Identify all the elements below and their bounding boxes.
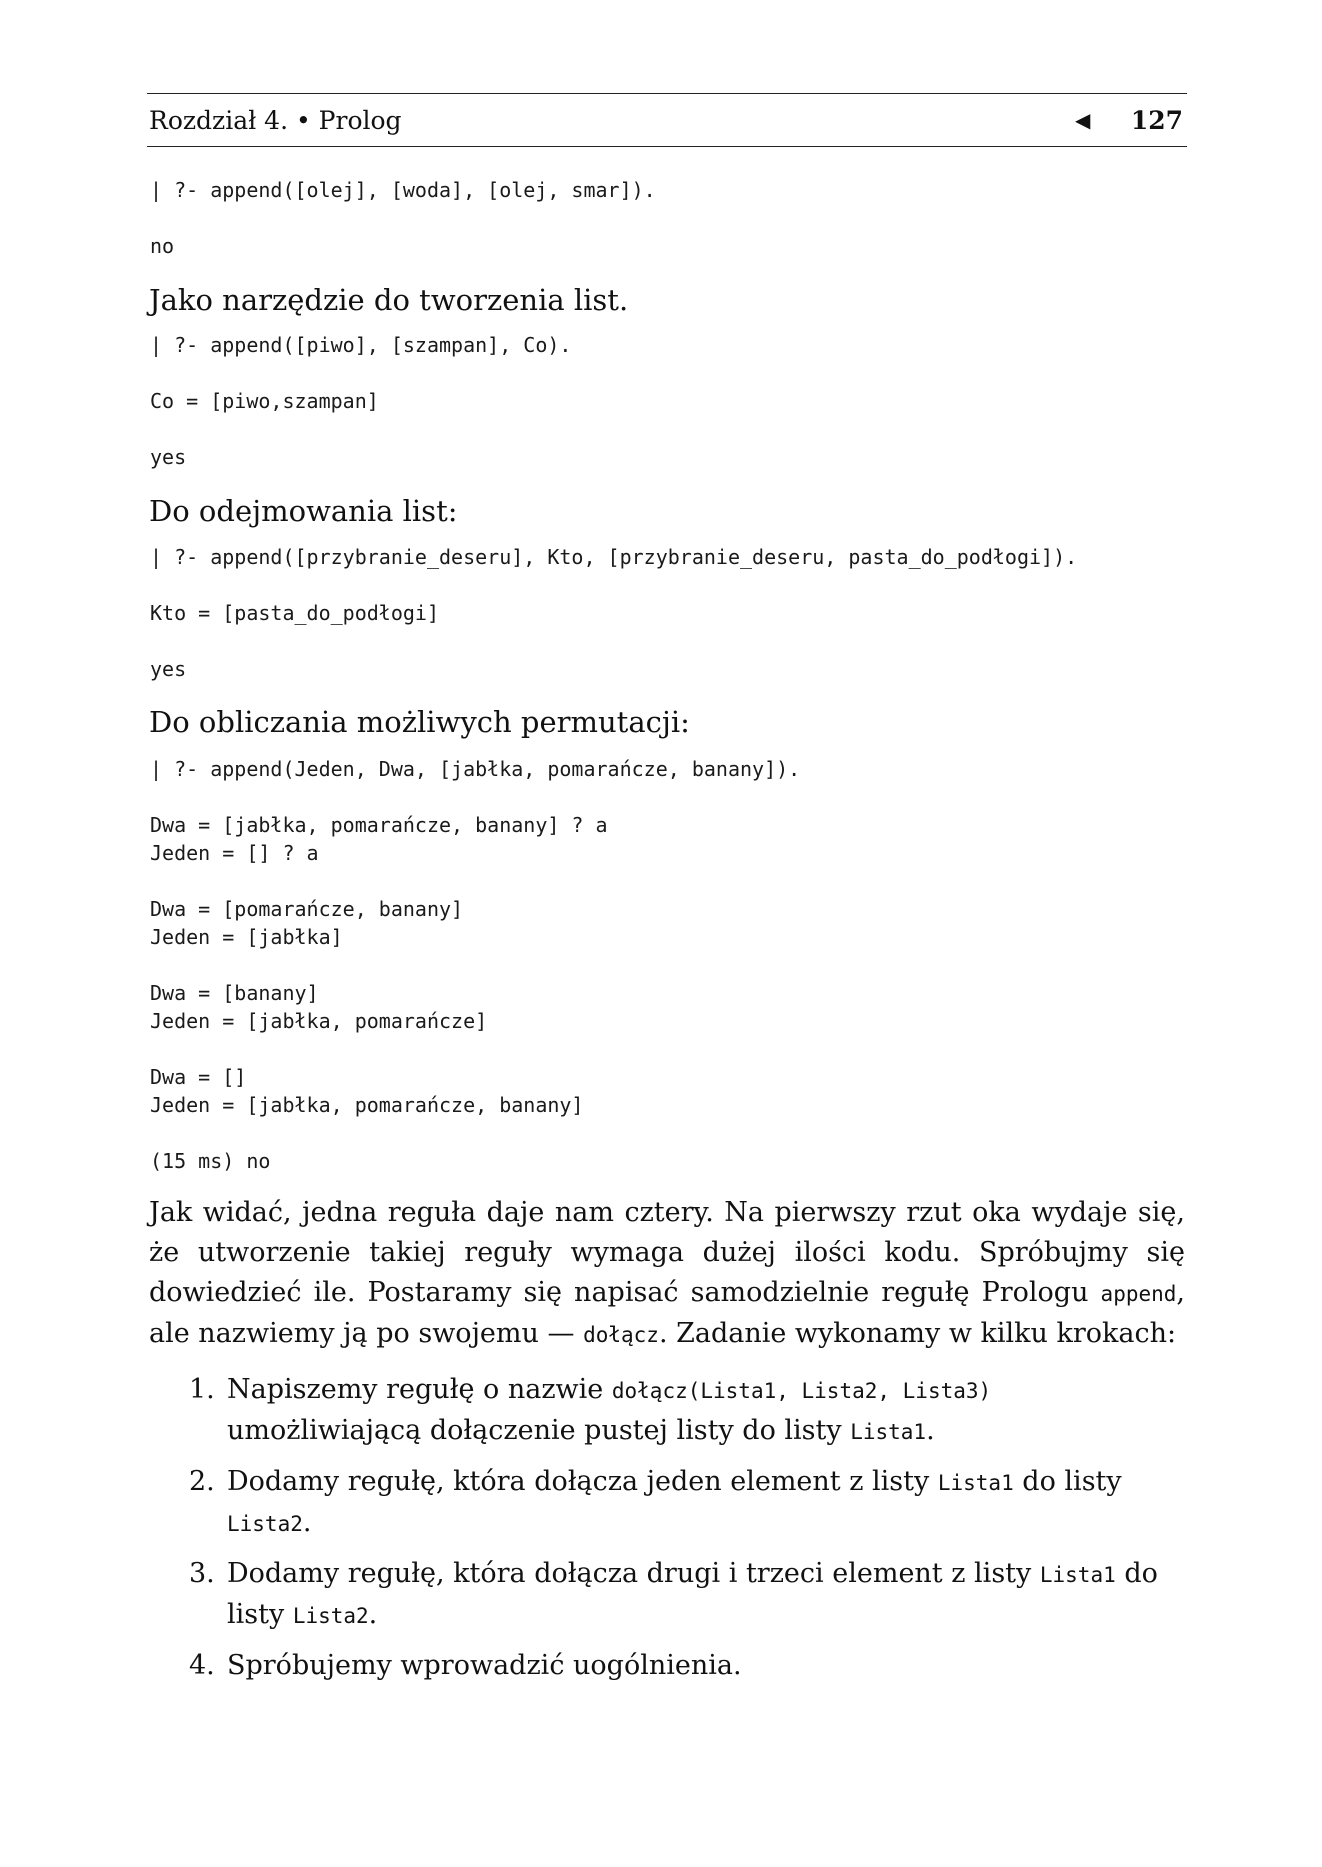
list-item-number: 2. [189, 1466, 215, 1497]
list-item-text: do listy [1013, 1466, 1122, 1497]
list-item-text: . [926, 1415, 935, 1446]
code-block-append-check: | ?- append([olej], [woda], [olej, smar]). no [150, 178, 656, 258]
list-item-text: . [368, 1599, 378, 1630]
section-heading-subtracting-lists: Do odejmowania list: [149, 494, 458, 528]
paragraph-text: . Zadanie wykonamy w kilku krokach: [658, 1318, 1177, 1349]
body-paragraph [149, 1193, 1185, 1355]
inline-code: dołącz [583, 1323, 659, 1347]
list-item-text: Spróbujemy wprowadzić uogólnienia. [227, 1650, 742, 1681]
inline-code: append [1100, 1282, 1177, 1306]
chapter-title: Rozdział 4. • Prolog [149, 106, 402, 135]
section-heading-permutations: Do obliczania możliwych permutacji: [149, 705, 690, 739]
inline-code: Lista2 [292, 1604, 369, 1628]
running-header [147, 93, 1187, 147]
inline-code: Lista1 [1039, 1563, 1116, 1587]
list-item-text: umożliwiającą dołączenie pustej listy do listy [227, 1415, 851, 1446]
inline-code: Lista2 [227, 1512, 303, 1536]
list-item-text: . [302, 1507, 312, 1538]
code-block-permutations: | ?- append(Jeden, Dwa, [jabłka, pomarańcze, banany]). Dwa = [jabłka, pomarańcze, banany] ? a Jeden = [] ? a Dwa = [pomarańcze, banany] Jeden = [jabłka] Dwa = [banany] Jeden = [jabłka, pomarańcze] Dwa = [] Jeden = [jabłka, pomarańcze, banany] (15 ms) no [150, 757, 801, 1173]
list-item-text: Napiszemy regułę o nazwie [227, 1374, 612, 1405]
list-item [189, 1462, 1179, 1544]
paragraph-text: Jak widać, jedna reguła daje nam cztery. Na pierwszy rzut oka wydaje się, że utworzenie takiej reguły wymaga dużej ilości kodu. Spróbujmy się dowiedzieć ile. Postaramy się napisać samodzielnie regułę Prologu [149, 1197, 1185, 1308]
inline-code: Lista1 [850, 1420, 927, 1444]
inline-code: Lista1 [937, 1471, 1014, 1495]
list-item-text: do listy [227, 1558, 1158, 1630]
list-item [189, 1646, 1179, 1686]
code-block-subtract-list: | ?- append([przybranie_deseru], Kto, [przybranie_deseru, pasta_do_podłogi]). Kto = [pasta_do_podłogi] yes [150, 545, 1078, 681]
paragraph-text: , ale nazwiemy ją po swojemu — [149, 1277, 1185, 1349]
page-number: 127 [1130, 106, 1183, 135]
steps-list [189, 1370, 1179, 1696]
list-item-text: Dodamy regułę, która dołącza drugi i trzeci element z listy [227, 1558, 1040, 1589]
list-item-number: 1. [189, 1374, 215, 1405]
list-item-number: 4. [189, 1650, 215, 1681]
list-item-number: 3. [189, 1558, 215, 1589]
list-item [189, 1554, 1179, 1636]
section-heading-creating-lists: Jako narzędzie do tworzenia list. [149, 283, 629, 317]
code-block-create-list: | ?- append([piwo], [szampan], Co). Co = [piwo,szampan] yes [150, 333, 572, 469]
list-item-text: Dodamy regułę, która dołącza jeden element z listy [227, 1466, 938, 1497]
triangle-left-icon: ◀ [1075, 108, 1091, 132]
inline-code: dołącz(Lista1, Lista2, Lista3) [611, 1379, 992, 1403]
list-item [189, 1370, 1179, 1452]
